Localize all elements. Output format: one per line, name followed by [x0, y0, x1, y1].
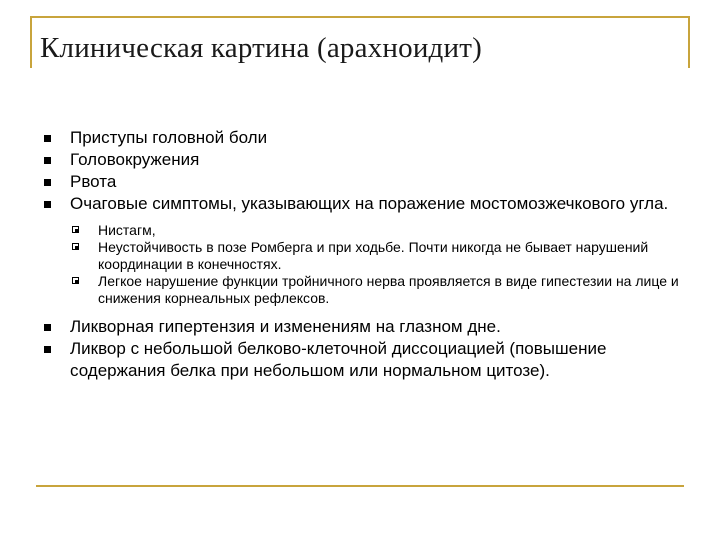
- bullet-text: Головокружения: [70, 150, 200, 169]
- filled-square-bullet-icon: [44, 179, 51, 186]
- bullet-item-dizziness: [40, 149, 680, 171]
- bullet-text: Ликворная гипертензия и изменениям на глазном дне.: [70, 317, 501, 336]
- filled-square-bullet-icon: [44, 201, 51, 208]
- bullet-item-focal-symptoms: [40, 193, 680, 215]
- bullet-item-hypertension: [40, 316, 680, 338]
- sub-bullet-text: Легкое нарушение функции тройничного нерва проявляется в виде гипестезии на лице и снижения корнеальных рефлексов.: [98, 273, 679, 306]
- sub-bullet-text: Нистагм,: [98, 222, 156, 238]
- bullet-text: Ликвор с небольшой белково-клеточной диссоциацией (повышение содержания белка при небольшом или нормальном цитозе).: [70, 339, 607, 380]
- sub-item-nystagmus: [40, 222, 680, 239]
- frame-left-line: [30, 16, 32, 68]
- bullet-item-headache: [40, 127, 680, 149]
- bullet-item-vomiting: [40, 171, 680, 193]
- filled-square-bullet-icon: [44, 324, 51, 331]
- slide-content: [40, 127, 680, 382]
- boxed-square-bullet-icon: [72, 226, 79, 233]
- bullet-text: Очаговые симптомы, указывающих на поражение мостомозжечкового угла.: [70, 194, 669, 213]
- frame-right-line: [688, 16, 690, 68]
- boxed-square-bullet-icon: [72, 243, 79, 250]
- sub-bullet-list: [40, 222, 680, 307]
- sub-bullet-text: Неустойчивость в позе Ромберга и при ходьбе. Почти никогда не бывает нарушений координации в конечностях.: [98, 239, 649, 272]
- sub-item-romberg: [40, 239, 680, 273]
- frame-bottom-line: [36, 485, 684, 487]
- slide-title: Клиническая картина (арахноидит): [40, 32, 482, 64]
- filled-square-bullet-icon: [44, 346, 51, 353]
- bullet-text: Рвота: [70, 172, 117, 191]
- frame-top-line: [30, 16, 690, 18]
- filled-square-bullet-icon: [44, 157, 51, 164]
- bullet-item-csf: [40, 338, 680, 382]
- bullet-text: Приступы головной боли: [70, 128, 268, 147]
- sub-item-trigeminal: [40, 273, 680, 307]
- boxed-square-bullet-icon: [72, 277, 79, 284]
- filled-square-bullet-icon: [44, 135, 51, 142]
